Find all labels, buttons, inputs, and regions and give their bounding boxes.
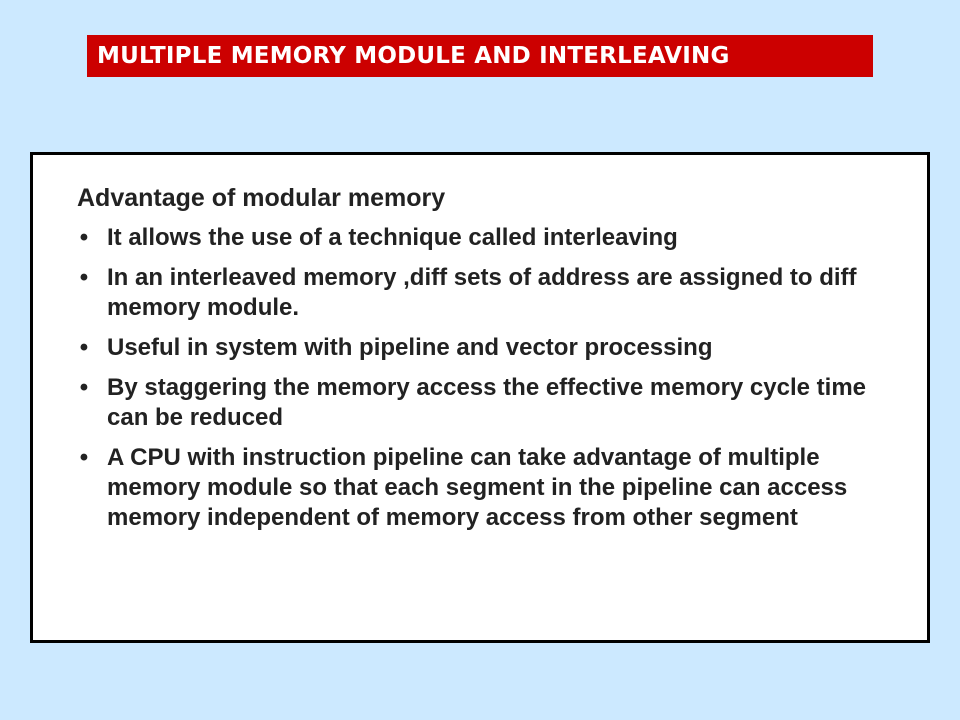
bullet-dot: • (79, 334, 89, 361)
list-item (77, 263, 877, 323)
bullet-text: A CPU with instruction pipeline can take advantage of multiple memory module so that each segment in the pipeline can access memory independent of memory access from other segment (107, 444, 848, 531)
bullet-list (77, 223, 877, 543)
content-box (30, 152, 930, 643)
bullet-text: In an interleaved memory ,diff sets of address are assigned to diff memory module. (107, 264, 857, 321)
list-item (77, 223, 877, 253)
bullet-dot: • (79, 444, 89, 471)
bullet-dot: • (79, 224, 89, 251)
bullet-dot: • (79, 264, 89, 291)
bullet-text: It allows the use of a technique called interleaving (107, 224, 678, 251)
slide-title: MULTIPLE MEMORY MODULE AND INTERLEAVING (97, 43, 730, 69)
content-heading: Advantage of modular memory (77, 184, 446, 212)
bullet-dot: • (79, 374, 89, 401)
bullet-text: Useful in system with pipeline and vector processing (107, 334, 713, 361)
bullet-text: By staggering the memory access the effective memory cycle time can be reduced (107, 374, 866, 431)
title-banner (87, 35, 873, 77)
list-item (77, 373, 877, 433)
list-item (77, 443, 877, 533)
list-item (77, 333, 877, 363)
